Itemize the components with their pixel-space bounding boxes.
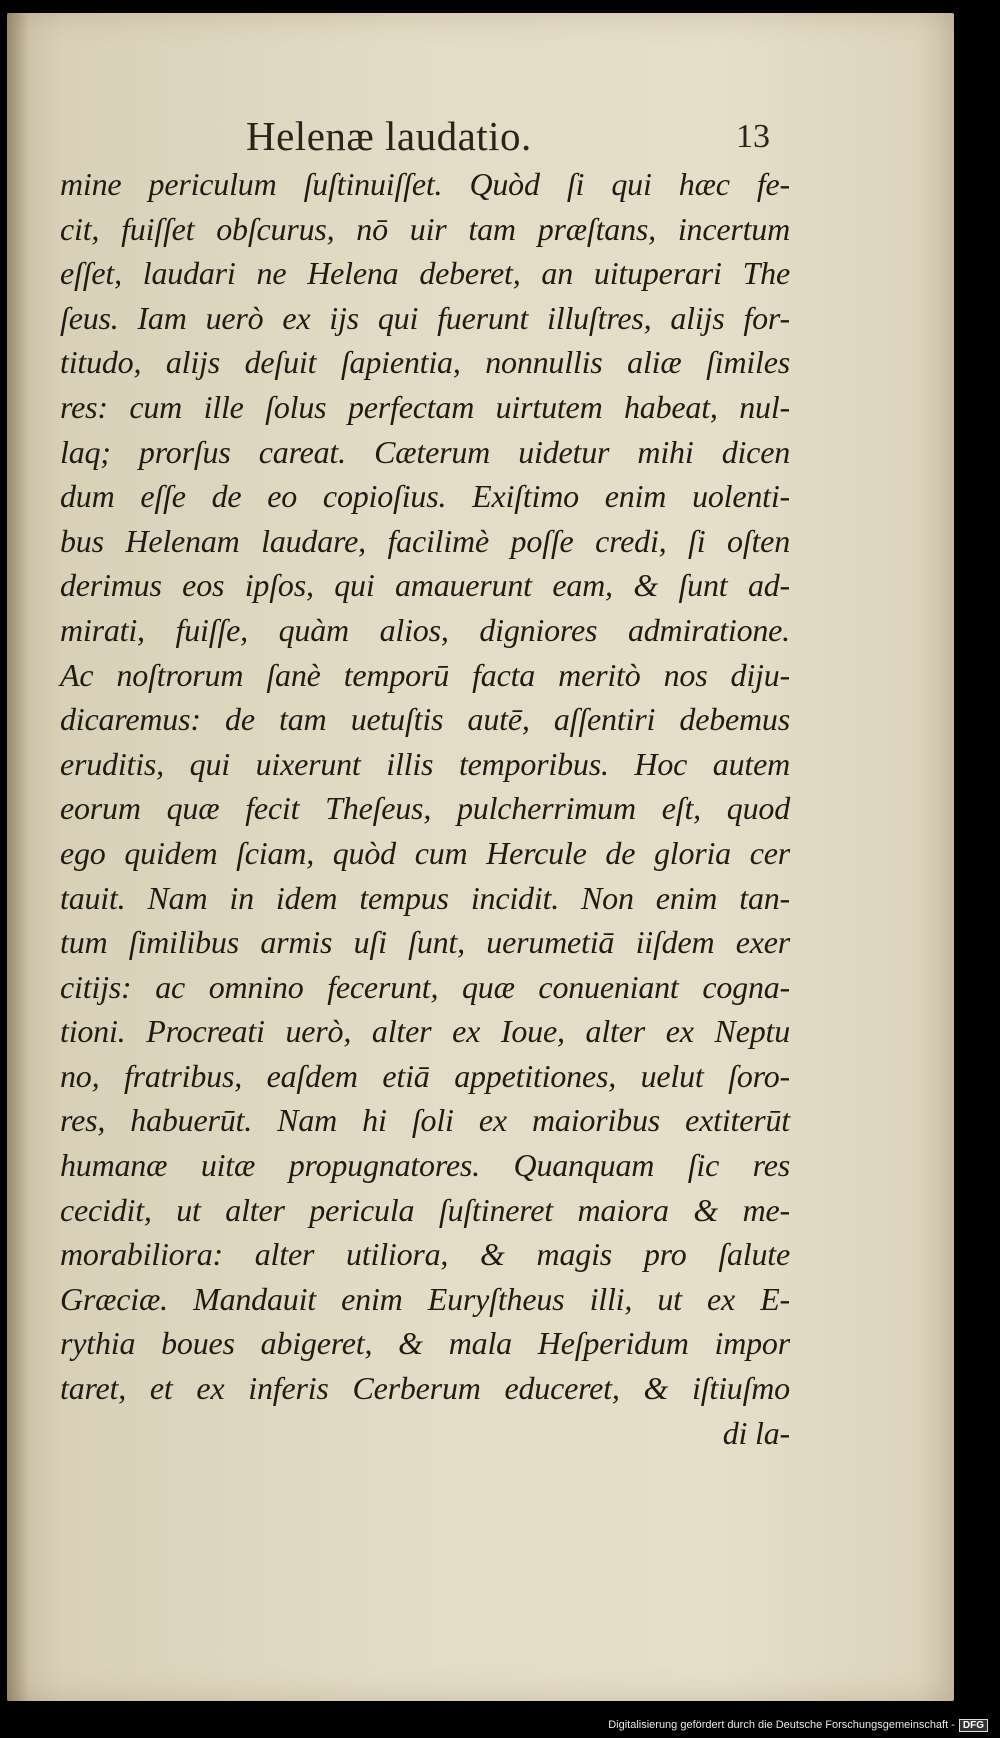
text-line: no, fratribus, eaſdem etiā appetitiones, uelut ſoro- — [60, 1057, 790, 1094]
text-line: ſeus. Iam uerò ex ijs qui fuerunt illuſtres, alijs for- — [60, 299, 790, 336]
text-line: dicaremus: de tam uetuſtis autē, aſſentiri debemus — [60, 701, 790, 738]
text-line: tioni. Procreati uerò, alter ex Ioue, alter ex Neptu — [60, 1013, 790, 1050]
text-line: eruditis, qui uixerunt illis temporibus. Hoc autem — [60, 745, 790, 782]
text-line: tum ſimilibus armis uſi ſunt, uerumetiā iiſdem exer — [60, 924, 790, 961]
text-line: res, habuerūt. Nam hi ſoli ex maioribus extiterūt — [60, 1102, 790, 1139]
text-line: humanæ uitæ propugnatores. Quanquam ſic res — [60, 1147, 790, 1184]
text-line: rythia boues abigeret, & mala Heſperidum impor — [60, 1325, 790, 1362]
text-line: dum eſſe de eo copioſius. Exiſtimo enim uolenti- — [60, 478, 790, 515]
digitization-credit — [608, 1719, 988, 1732]
text-line: tauit. Nam in idem tempus incidit. Non enim tan- — [60, 879, 790, 916]
catchword: di la- — [722, 1414, 790, 1451]
text-line: eorum quæ fecit Theſeus, pulcherrimum eſt, quod — [60, 790, 790, 827]
credit-text: Digitalisierung gefördert durch die Deutsche Forschungsgemeinschaft - — [608, 1719, 955, 1731]
text-line: cecidit, ut alter pericula ſuſtineret maiora & me- — [60, 1191, 790, 1228]
text-line: titudo, alijs deſuit ſapientia, nonnullis aliæ ſimiles — [60, 344, 790, 381]
text-line: mine periculum ſuſtinuiſſet. Quòd ſi qui hæc fe- — [60, 166, 790, 202]
text-line: res: cum ille ſolus perfectam uirtutem habeat, nul- — [60, 388, 790, 425]
text-line: derimus eos ipſos, qui amauerunt eam, & ſunt ad- — [60, 567, 790, 604]
text-line: mirati, fuiſſe, quàm alios, digniores admiratione. — [60, 611, 790, 648]
text-line: morabiliora: alter utiliora, & magis pro ſalute — [60, 1236, 790, 1273]
dfg-logo-icon: DFG — [959, 1719, 988, 1732]
page-number: 13 — [736, 118, 770, 155]
text-line: bus Helenam laudare, facilimè poſſe credi, ſi oſten — [60, 522, 790, 559]
text-line: Græciæ. Mandauit enim Euryſtheus illi, ut ex E- — [60, 1280, 790, 1317]
running-title: Helenæ laudatio. — [246, 113, 532, 159]
text-line: ego quidem ſciam, quòd cum Hercule de gloria cer — [60, 834, 790, 871]
text-line: eſſet, laudari ne Helena deberet, an uituperari The — [60, 255, 790, 292]
text-line: Ac noſtrorum ſanè temporū facta meritò nos diju- — [60, 656, 790, 693]
text-line: taret, et ex inferis Cerberum educeret, & iſtiuſmo — [60, 1370, 790, 1407]
text-line: cit, fuiſſet obſcurus, nō uir tam præſtans, incertum — [60, 210, 790, 247]
text-line: citijs: ac omnino fecerunt, quæ conueniant cogna- — [60, 968, 790, 1005]
body-text — [60, 162, 790, 1455]
page-gutter-shadow — [7, 13, 29, 1701]
text-line: laq; prorſus careat. Cæterum uidetur mihi dicen — [60, 433, 790, 470]
